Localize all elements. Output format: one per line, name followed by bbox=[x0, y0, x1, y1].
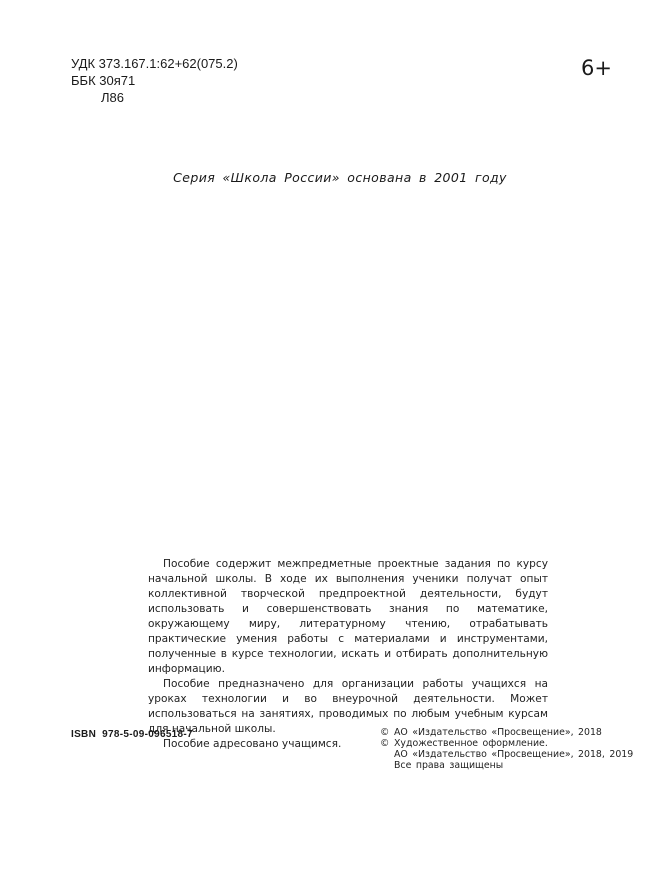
copyright-line: Художественное оформление. bbox=[394, 738, 548, 749]
udk-code: УДК 373.167.1:62+62(075.2) bbox=[71, 56, 238, 71]
copyright-row bbox=[380, 738, 633, 749]
copyright-row bbox=[380, 727, 633, 738]
copyright-row bbox=[380, 749, 633, 760]
copyright-row bbox=[380, 760, 633, 771]
copyright-block bbox=[380, 727, 633, 771]
bbk-code: ББК 30я71 bbox=[71, 73, 136, 88]
annotation-paragraph: Пособие содержит межпредметные проектные задания по курсу начальной школы. В ходе их выполнения ученики получат опыт коллективной творческой предпроектной деятельности, будут использовать и совершенствовать знания по математике, окружающему миру, литературному чтению, отрабатывать практические умения работы с материалами и инструментами, полученные в курсе технологии, искать и отбирать дополнительную информацию. bbox=[148, 558, 548, 675]
annotation-text bbox=[148, 557, 548, 752]
isbn: ISBN 978-5-09-096518-7 bbox=[71, 729, 193, 740]
copyright-line: АО «Издательство «Просвещение», 2018, 2019 bbox=[394, 749, 634, 760]
author-mark: Л86 bbox=[101, 90, 124, 105]
rights-reserved: Все права защищены bbox=[394, 760, 504, 771]
copyright-icon: © bbox=[380, 738, 390, 749]
copyright-line: АО «Издательство «Просвещение», 2018 bbox=[394, 727, 602, 738]
annotation-paragraph: Пособие адресовано учащимся. bbox=[163, 738, 342, 750]
age-rating-badge: 6+ bbox=[581, 56, 612, 80]
series-line: Серия «Школа России» основана в 2001 году bbox=[173, 170, 507, 185]
classification-block bbox=[71, 55, 238, 106]
copyright-icon: © bbox=[380, 727, 390, 738]
annotation-paragraph: Пособие предназначено для организации работы учащихся на уроках технологии и во внеурочной деятельности. Может использоваться на занятиях, проводимых по любым учебным курсам для начальной школы. bbox=[148, 678, 548, 735]
